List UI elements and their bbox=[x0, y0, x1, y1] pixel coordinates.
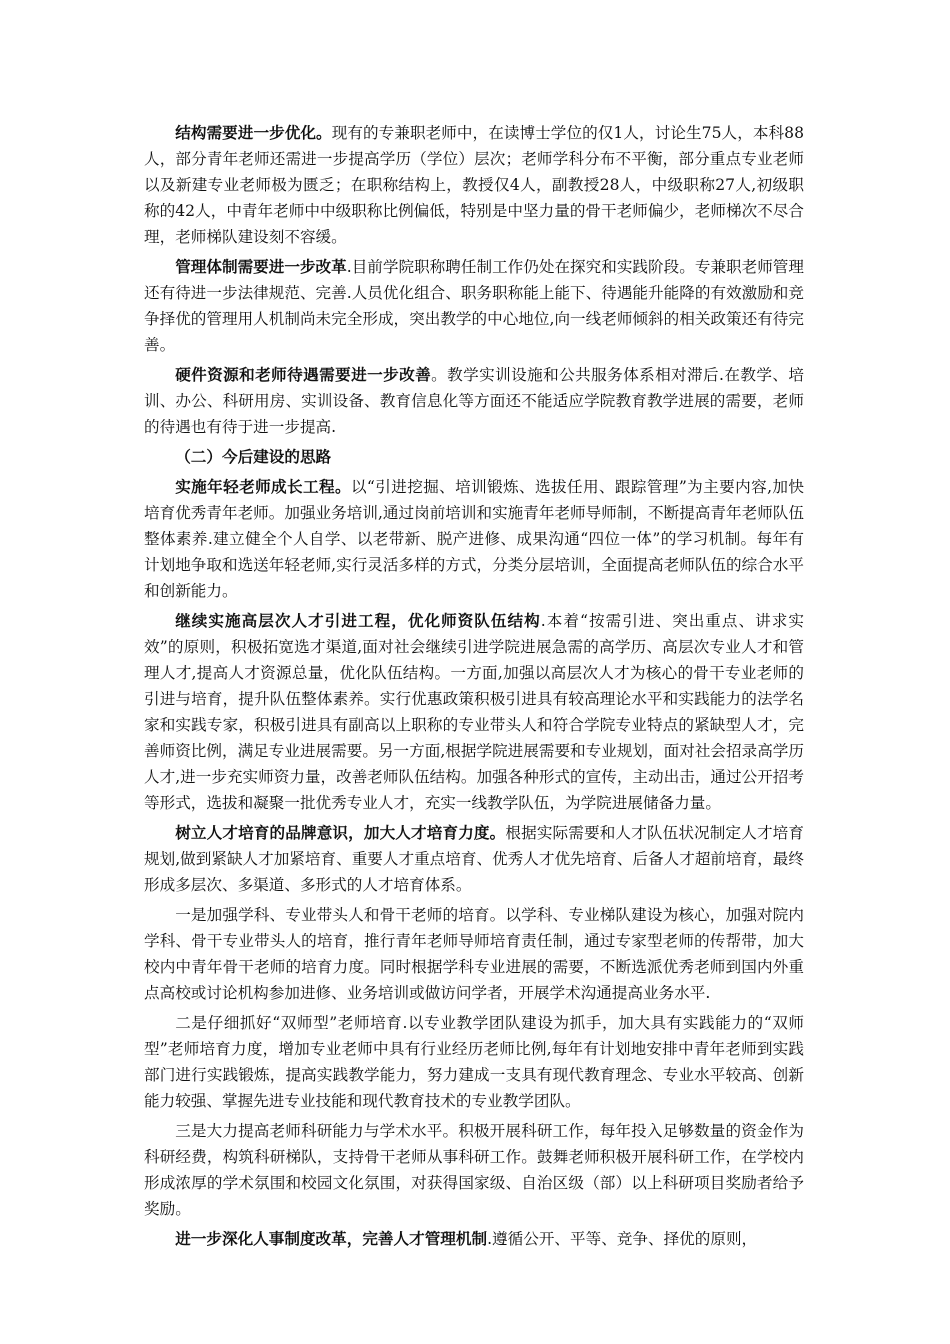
paragraph-personnel-reform bbox=[144, 1226, 804, 1252]
paragraph-lead: 继续实施高层次人才引进工程，优化师资队伍结构 bbox=[175, 611, 541, 630]
paragraph-text: 现有的专兼职老师中，在读博士学位的仅1人，讨论生75人，本科88人，部分青年老师还需进一步提高学历（学位）层次；老师学科分布不平衡，部分重点专业老师以及新建专业老师极为匮乏；在职称结构上，教授仅4人，副教授28人，中级职称27人,初级职称的42人，中青年老师中中级职称比例偏低，特别是中坚力量的骨干老师偏少，老师梯次不尽合理，老师梯队建设刻不容缓。 bbox=[144, 124, 804, 246]
paragraph-lead: 实施年轻老师成长工程。 bbox=[175, 477, 351, 496]
paragraph-text: 。教学实训设施和公共服务体系相对滞后.在教学、培训、办公、科研用房、实训设备、教育信息化等方面还不能适应学院教育教学进展的需要，老师的待遇也有待于进一步提高. bbox=[144, 366, 804, 436]
paragraph-hardware-resources bbox=[144, 362, 804, 440]
paragraph-text: 一是加强学科、专业带头人和骨干老师的培育。以学科、专业梯队建设为核心，加强对院内学科、骨干专业带头人的培育，推行青年老师导师培育责任制，通过专家型老师的传帮带，加大校内中青年骨干老师的培育力度。同时根据学科专业进展的需要，不断选派优秀老师到国内外重点高校或讨论机构参加进修、业务培训或做访问学者，开展学术沟通提高业务水平. bbox=[144, 906, 804, 1002]
document-page bbox=[144, 120, 804, 1252]
paragraph-text: 三是大力提高老师科研能力与学术水平。积极开展科研工作，每年投入足够数量的资金作为科研经费，构筑科研梯队，支持骨干老师从事科研工作。鼓舞老师积极开展科研工作，在学校内形成浓厚的学术氛围和校园文化氛围，对获得国家级、自治区级（部）以上科研项目奖励者给予奖励。 bbox=[144, 1122, 804, 1218]
paragraph-talent-brand bbox=[144, 820, 804, 898]
paragraph-management-reform bbox=[144, 254, 804, 358]
paragraph-lead: 结构需要进一步优化。 bbox=[175, 123, 332, 142]
paragraph-item-one bbox=[144, 902, 804, 1006]
paragraph-young-teacher-program bbox=[144, 474, 804, 604]
paragraph-item-three bbox=[144, 1118, 804, 1222]
paragraph-text: 根据实际需要和人才队伍状况制定人才培育规划,做到紧缺人才加紧培育、重要人才重点培育、优秀人才优先培育、后备人才超前培育，最终形成多层次、多渠道、多形式的人才培育体系。 bbox=[144, 824, 804, 894]
paragraph-lead: 管理体制需要进一步改革 bbox=[175, 257, 347, 276]
paragraph-lead: 树立人才培育的品牌意识，加大人才培育力度。 bbox=[175, 823, 506, 842]
paragraph-text: 二是仔细抓好“双师型”老师培育.以专业教学团队建设为抓手，加大具有实践能力的“双师型”老师培育力度，增加专业老师中具有行业经历老师比例,每年有计划地安排中青年老师到实践部门进行实践锻炼，提高实践教学能力，努力建成一支具有现代教育理念、专业水平较高、创新能力较强、掌握先进专业技能和现代教育技术的专业教学团队。 bbox=[144, 1014, 804, 1110]
paragraph-structure-optimization bbox=[144, 120, 804, 250]
paragraph-text: .目前学院职称聘任制工作仍处在探究和实践阶段。专兼职老师管理还有待进一步法律规范、完善.人员优化组合、职务职称能上能下、待遇能升能降的有效激励和竞争择优的管理用人机制尚未完全形成，突出教学的中心地位,向一线老师倾斜的相关政策还有待完善。 bbox=[144, 258, 804, 354]
paragraph-item-two bbox=[144, 1010, 804, 1114]
paragraph-talent-introduction bbox=[144, 608, 804, 816]
paragraph-text: 以“引进挖掘、培训锻炼、选拔任用、跟踪管理”为主要内容,加快培育优秀青年老师。加强业务培训,通过岗前培训和实施青年老师导师制，不断提高青年老师队伍整体素养.建立健全个人自学、以老带新、脱产进修、成果沟通“四位一体”的学习机制。每年有计划地争取和选送年轻老师,实行灵活多样的方式，分类分层培训，全面提高老师队伍的综合水平和创新能力。 bbox=[144, 478, 804, 600]
paragraph-lead: 进一步深化人事制度改革，完善人才管理机制 bbox=[175, 1229, 488, 1248]
paragraph-lead: 硬件资源和老师待遇需要进一步改善 bbox=[175, 365, 432, 384]
paragraph-text: .遵循公开、平等、竞争、择优的原则， bbox=[487, 1230, 758, 1248]
section-heading: （二）今后建设的思路 bbox=[175, 447, 332, 466]
paragraph-text: .本着“按需引进、突出重点、讲求实效”的原则，积极拓宽选才渠道,面对社会继续引进学院进展急需的高学历、高层次专业人才和管理人才,提高人才资源总量，优化队伍结构。一方面,加强以高层次人才为核心的骨干专业老师的引进与培育，提升队伍整体素养。实行优惠政策积极引进具有较高理论水平和实践能力的法学名家和实践专家，积极引进具有副高以上职称的专业带头人和符合学院专业特点的紧缺型人才，完善师资比例，满足专业进展需要。另一方面,根据学院进展需要和专业规划，面对社会招录高学历人才,进一步充实师资力量，改善老师队伍结构。加强各种形式的宣传，主动出击，通过公开招考等形式，选拔和凝聚一批优秀专业人才，充实一线教学队伍，为学院进展储备力量。 bbox=[144, 612, 804, 812]
